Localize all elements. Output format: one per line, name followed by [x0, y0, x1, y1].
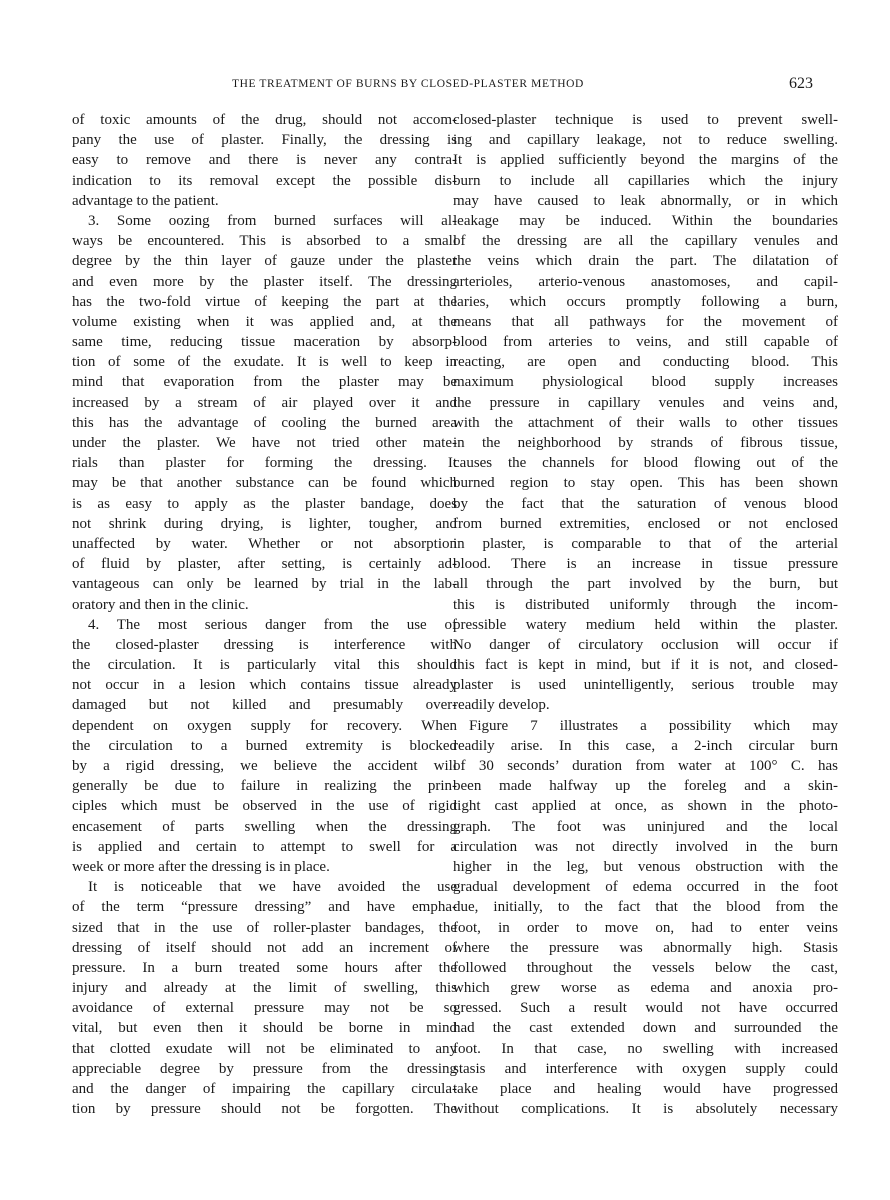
- text-line: 4. The most serious danger from the use of: [88, 616, 457, 633]
- text-line: had the cast extended down and surrounded the: [453, 1020, 838, 1037]
- text-line: tight cast applied at once, as shown in the photo-: [453, 798, 838, 815]
- text-line: generally be due to failure in realizing the prin-: [72, 778, 457, 795]
- text-line: gressed. Such a result would not have occurred: [453, 1000, 838, 1017]
- text-line: blood. There is an increase in tissue pressure: [453, 556, 838, 573]
- right-column: [453, 110, 838, 1119]
- text-line: of the dressing are all the capillary venules and: [453, 233, 838, 250]
- text-line: may be that another substance can be found which: [72, 475, 457, 492]
- text-line: unaffected by water. Whether or not absorption: [72, 535, 457, 552]
- text-line: which grew worse as edema and anoxia pro-: [453, 980, 838, 997]
- text-line: this fact is kept in mind, but if it is not, and closed-: [453, 657, 838, 674]
- text-line: foot. In that case, no swelling with increased: [453, 1040, 838, 1057]
- text-line: appreciable degree by pressure from the dressing: [72, 1060, 457, 1077]
- text-line: and the danger of impairing the capillary circula-: [72, 1081, 457, 1097]
- text-line: No danger of circulatory occlusion will occur if: [453, 636, 838, 653]
- text-line: pressible watery medium held within the plaster.: [453, 616, 838, 633]
- text-line: oratory and then in the clinic.: [72, 596, 249, 613]
- text-line: not shrink during drying, is lighter, tougher, and: [72, 515, 457, 532]
- text-line: gradual development of edema occurred in the foot: [453, 879, 838, 896]
- text-line: under the plaster. We have not tried other mate-: [72, 435, 457, 451]
- text-line: degree by the thin layer of gauze under the plaster: [72, 253, 457, 270]
- text-line: is applied and certain to attempt to swell for a: [72, 838, 457, 855]
- text-line: ciples which must be observed in the use of rigid: [72, 798, 457, 815]
- text-line: arterioles, arterio-venous anastomoses, and capil-: [453, 273, 838, 290]
- text-line: mind that evaporation from the plaster may be: [72, 374, 457, 391]
- text-line: with the attachment of their walls to other tissues: [453, 414, 838, 431]
- text-line: followed throughout the vessels below the cast,: [453, 959, 838, 976]
- text-line: due, initially, to the fact that the blood from the: [453, 899, 838, 916]
- text-line: this is distributed uniformly through the incom-: [453, 596, 838, 613]
- text-line: 3. Some oozing from burned surfaces will al-: [88, 212, 457, 229]
- text-line: that clotted exudate will not be eliminated to any: [72, 1040, 457, 1057]
- text-line: volume existing when it was applied and, at the: [72, 313, 457, 330]
- text-line: the pressure in capillary venules and veins and,: [453, 394, 838, 411]
- text-line: by the fact that the saturation of venous blood: [453, 495, 838, 512]
- text-line: of the term “pressure dressing” and have empha-: [72, 899, 457, 916]
- text-line: of toxic amounts of the drug, should not accom-: [72, 112, 457, 128]
- text-line: where the pressure was abnormally high. Stasis: [453, 939, 838, 956]
- text-line: maximum physiological blood supply increases: [453, 374, 838, 391]
- text-line: vital, but even then it should be borne in mind: [72, 1020, 457, 1037]
- text-line: indication to its removal except the possible dis-: [72, 172, 457, 189]
- text-line: easy to remove and there is never any contra-: [72, 152, 457, 169]
- text-line: circulation was not directly involved in the burn: [453, 838, 838, 855]
- text-line: sized that in the use of roller-plaster bandages, the: [72, 919, 457, 936]
- text-line: laries, which occurs promptly following a burn,: [453, 293, 838, 310]
- text-line: reacting, are open and conducting blood. This: [453, 354, 838, 371]
- text-line: readily develop.: [453, 697, 550, 714]
- text-line: without complications. It is absolutely necessary: [453, 1101, 838, 1118]
- text-line: vantageous can only be learned by trial in the lab-: [72, 576, 457, 593]
- text-line: closed-plaster technique is used to prevent swell-: [453, 112, 838, 128]
- text-line: in plaster, is comparable to that of the arterial: [453, 535, 838, 552]
- text-line: It is noticeable that we have avoided the use: [88, 879, 457, 896]
- text-line: advantage to the patient.: [72, 192, 219, 209]
- text-line: all through the part involved by the burn, but: [453, 576, 838, 593]
- text-line: stasis and interference with oxygen supply could: [453, 1060, 838, 1077]
- text-line: readily arise. In this case, a 2-inch circular burn: [453, 737, 838, 754]
- text-line: week or more after the dressing is in place.: [72, 858, 330, 875]
- text-line: causes the channels for blood flowing out of the: [453, 455, 838, 472]
- text-line: of 30 seconds’ duration from water at 100° C. has: [453, 758, 838, 774]
- text-line: rials than plaster for forming the dressing. It: [72, 455, 457, 472]
- text-line: in the neighborhood by strands of fibrous tissue,: [453, 435, 838, 451]
- text-line: and even more by the plaster itself. The dressing: [72, 273, 457, 290]
- text-line: dressing of itself should not add an increment of: [72, 939, 457, 956]
- running-title: THE TREATMENT OF BURNS BY CLOSED-PLASTER METHOD: [232, 78, 584, 90]
- text-line: is as easy to apply as the plaster bandage, does: [72, 495, 457, 512]
- text-line: tion of some of the exudate. It is well to keep in: [72, 354, 457, 371]
- text-line: pany the use of plaster. Finally, the dressing is: [72, 132, 457, 149]
- text-line: damaged but not killed and presumably over-: [72, 697, 457, 714]
- text-line: graph. The foot was uninjured and the local: [453, 818, 838, 835]
- text-line: from burned extremities, enclosed or not enclosed: [453, 515, 838, 532]
- text-line: take place and healing would have progressed: [453, 1081, 838, 1097]
- text-line: foot, in order to move on, had to enter veins: [453, 919, 838, 936]
- text-line: ing and capillary leakage, not to reduce swelling.: [453, 132, 838, 149]
- text-line: dependent on oxygen supply for recovery. When: [72, 717, 457, 734]
- text-line: It is applied sufficiently beyond the margins of the: [453, 152, 838, 169]
- text-line: encasement of parts swelling when the dressing: [72, 818, 457, 835]
- text-line: ways be encountered. This is absorbed to a small: [72, 233, 457, 250]
- left-column: [72, 110, 457, 1119]
- text-line: avoidance of external pressure may not be so: [72, 1000, 457, 1017]
- text-line: the veins which drain the part. The dilatation of: [453, 253, 838, 270]
- text-line: the circulation to a burned extremity is blocked: [72, 737, 457, 754]
- page-number: 623: [789, 75, 813, 92]
- text-line: increased by a stream of air played over it and: [72, 394, 457, 411]
- text-line: means that all pathways for the movement of: [453, 313, 838, 330]
- text-line: may have caused to leak abnormally, or in which: [453, 192, 838, 209]
- text-line: burned region to stay open. This has been shown: [453, 475, 838, 492]
- text-line: been made halfway up the foreleg and a skin-: [453, 778, 838, 795]
- text-line: tion by pressure should not be forgotten. The: [72, 1101, 457, 1118]
- text-line: this has the advantage of cooling the burned area: [72, 414, 457, 431]
- text-line: same time, reducing tissue maceration by absorp-: [72, 334, 457, 351]
- text-line: the closed-plaster dressing is interference with: [72, 636, 457, 653]
- running-header: [0, 75, 890, 98]
- text-line: not occur in a lesion which contains tissue already: [72, 677, 457, 694]
- text-line: burn to include all capillaries which the injury: [453, 172, 838, 189]
- text-line: Figure 7 illustrates a possibility which may: [469, 717, 838, 734]
- text-line: by a rigid dressing, we believe the accident will: [72, 758, 457, 774]
- text-line: plaster is used unintelligently, serious trouble may: [453, 677, 838, 694]
- text-line: higher in the leg, but venous obstruction with the: [453, 858, 838, 875]
- text-line: leakage may be induced. Within the boundaries: [453, 212, 838, 229]
- text-line: has the two-fold virtue of keeping the part at the: [72, 293, 457, 310]
- text-line: pressure. In a burn treated some hours after the: [72, 959, 457, 976]
- text-line: injury and already at the limit of swelling, this: [72, 980, 457, 997]
- text-line: the circulation. It is particularly vital this should: [72, 657, 457, 674]
- text-line: of fluid by plaster, after setting, is certainly ad-: [72, 556, 457, 573]
- text-line: blood from arteries to veins, and still capable of: [453, 334, 838, 351]
